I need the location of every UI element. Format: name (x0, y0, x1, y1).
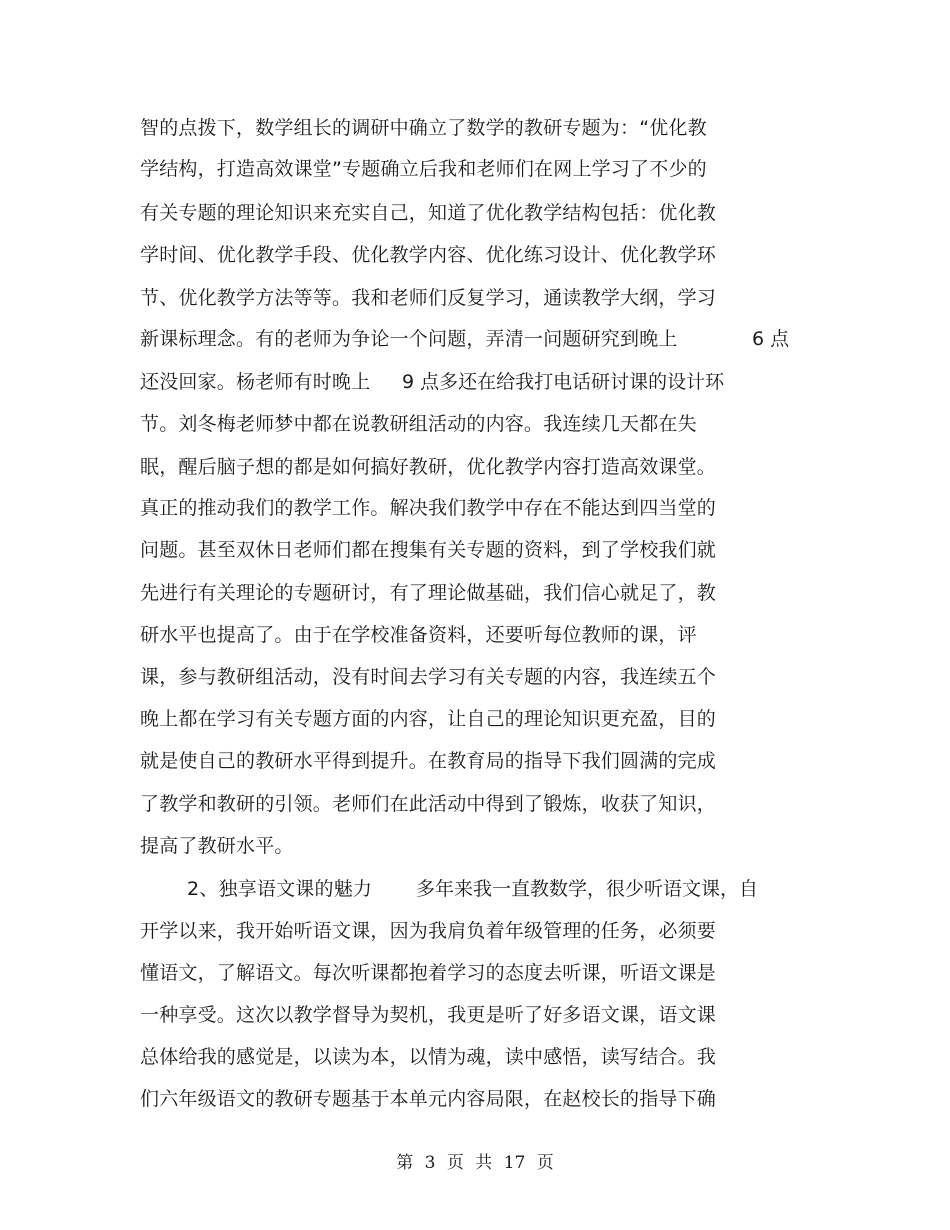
text-line: 问题。甚至双休日老师们都在搜集有关专题的资料，到了学校我们就 (140, 539, 717, 561)
text-line: 课，参与教研组活动，没有时间去学习有关专题的内容，我连续五个 (140, 666, 717, 688)
text-line: 节、优化教学方法等等。我和老师们反复学习，通读教学大纲，学习 (140, 287, 717, 309)
text-line: 智的点拨下，数学组长的调研中确立了数学的教研专题为：“优化教 (140, 117, 707, 139)
text-line: 研水平也提高了。由于在学校准备资料，还要听每位教师的课，评 (140, 624, 697, 646)
text-line: 一种享受。这次以教学督导为契机，我更是听了好多语文课，语文课 (140, 1004, 717, 1026)
text-line: 有关专题的理论知识来充实自己，知道了优化教学结构包括：优化教 (140, 202, 717, 224)
section-heading: 2、独享语文课的魅力 (187, 878, 373, 900)
text-line-tail: 6 点 (752, 328, 790, 350)
text-line: 学时间、优化教学手段、优化教学内容、优化练习设计、优化教学环 (140, 244, 717, 266)
text-line: 晚上都在学习有关专题方面的内容，让自己的理论知识更充盈，目的 (140, 708, 717, 730)
text-line: 真正的推动我们的教学工作。解决我们教学中存在不能达到四当堂的 (140, 497, 717, 519)
text-line: 还没回家。杨老师有时晚上 (140, 371, 371, 393)
text-line: 就是使自己的教研水平得到提升。在教育局的指导下我们圆满的完成 (140, 750, 717, 772)
text-line: 总体给我的感觉是，以读为本，以情为魂，读中感悟，读写结合。我 (140, 1046, 717, 1068)
text-line: 提高了教研水平。 (140, 835, 294, 857)
text-line-tail: 9 点多还在给我打电话研讨课的设计环 (402, 371, 725, 393)
text-line-tail: 多年来我一直教数学，很少听语文课，自 (416, 878, 759, 900)
text-line: 节。刘冬梅老师梦中都在说教研组活动的内容。我连续几天都在失 (140, 413, 697, 435)
text-line: 懂语文，了解语文。每次听课都抱着学习的态度去听课，听语文课是 (140, 962, 717, 984)
page-number-footer: 第 3 页 共 17 页 (396, 1153, 554, 1173)
text-line: 先进行有关理论的专题研讨，有了理论做基础，我们信心就足了，教 (140, 582, 717, 604)
text-line: 眠，醒后脑子想的都是如何搞好教研，优化教学内容打造高效课堂。 (140, 456, 717, 478)
text-line: 学结构，打造高效课堂”专题确立后我和老师们在网上学习了不少的 (140, 158, 707, 180)
text-line: 了教学和教研的引领。老师们在此活动中得到了锻炼，收获了知识， (140, 793, 717, 815)
text-line: 们六年级语文的教研专题基于本单元内容局限，在赵校长的指导下确 (140, 1088, 717, 1110)
text-line: 开学以来，我开始听语文课，因为我肩负着年级管理的任务，必须要 (140, 920, 717, 942)
text-line: 新课标理念。有的老师为争论一个问题，弄清一问题研究到晚上 (140, 328, 678, 350)
